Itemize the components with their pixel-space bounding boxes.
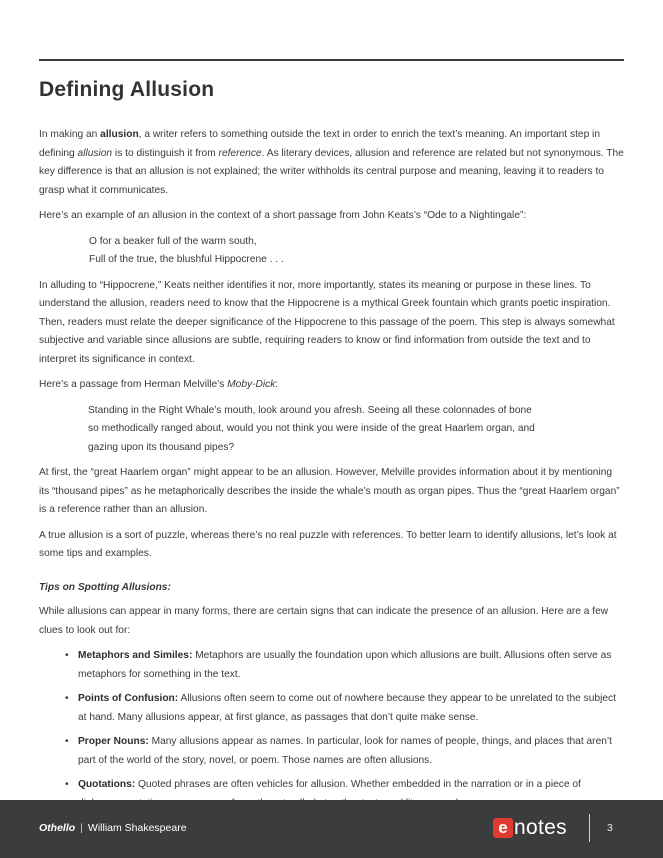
author-name: William Shakespeare: [87, 822, 187, 834]
clue-term: Metaphors and Similes:: [78, 650, 193, 661]
bullet: •: [65, 693, 69, 704]
enotes-logo[interactable]: [493, 816, 567, 840]
clue-term: Proper Nouns:: [78, 736, 149, 747]
melville-intro-paragraph: [39, 376, 625, 395]
italic-term: allusion: [77, 147, 113, 159]
quote-line: gazing upon its thousand pipes?: [88, 441, 235, 453]
list-item: [65, 690, 625, 727]
clue-text: Metaphors are usually the foundation upon which allusions are built. Allusions often serve as metaphors for something in the text.: [78, 650, 612, 680]
bullet: •: [65, 736, 69, 747]
list-item: [65, 733, 625, 770]
keats-intro-paragraph: Here’s an example of an allusion in the context of a short passage from John Keats’s “Ode to a Nightingale”:: [39, 210, 527, 221]
puzzle-paragraph: A true allusion is a sort of puzzle, whereas there’s no real puzzle with references. To better learn to identify allusions, let’s look at some tips and examples.: [39, 529, 617, 559]
text-run: :: [275, 379, 279, 390]
page-title: Defining Allusion: [39, 78, 215, 101]
text-run: is to distinguish it from: [112, 147, 219, 159]
work-citation: [39, 822, 187, 834]
quote-line: Full of the true, the blushful Hippocrene . . .: [89, 254, 284, 265]
separator: |: [80, 822, 83, 834]
text-run: . As literary devices, allusion and reference are related but not synonymous. The key difference is that an allusion is not explained; the writer withholds its central purpose and meaning, leaving it to readers to grasp what it communicates.: [39, 147, 624, 196]
quote-line: O for a beaker full of the warm south,: [89, 235, 257, 247]
work-title: Othello: [39, 822, 76, 834]
clue-term: Points of Confusion:: [78, 693, 179, 704]
clue-term: Quotations:: [78, 779, 136, 790]
hippocrene-paragraph: In alluding to “Hippocrene,” Keats neither identifies it nor, more importantly, states its meaning or purpose in these lines. To understand the allusion, readers need to know that the Hippocrene is a mythical Greek fountain which grants poetic inspiration. Then, readers must relate the deeper significance of the Hippocrene to this passage of the poem. This step is always somewhat subjective and variable since allusions are subtle, requiring readers to know or find information from outside the text and to interpret its significance in context.: [39, 279, 615, 365]
list-item: [65, 647, 625, 684]
text-run: In making an: [39, 129, 101, 140]
tips-subheading: Tips on Spotting Allusions:: [39, 581, 171, 593]
page-number: 3: [607, 822, 613, 834]
quote-line: so methodically ranged about, would you not think you were inside of the great Haarlem organ, and: [88, 423, 535, 434]
italic-term: reference: [218, 147, 262, 159]
bullet: •: [65, 650, 69, 661]
italic-title: Moby-Dick: [227, 379, 276, 390]
logo-e-icon: e: [493, 818, 513, 838]
clues-list: [39, 647, 625, 813]
document-body: [39, 126, 625, 819]
intro-paragraph: [39, 126, 625, 200]
logo-wordmark: notes: [514, 816, 567, 839]
text-run: , a writer refers to something outside the text in order to enrich the text’s meaning. An important step in defining: [39, 129, 600, 159]
melville-quote: [88, 402, 625, 458]
bullet: •: [65, 779, 69, 790]
text-run: Here’s a passage from Herman Melville’s: [39, 379, 228, 390]
haarlem-paragraph: At first, the “great Haarlem organ” might appear to be an allusion. However, Melville provides information about it by mentioning its “thousand pipes” as he metaphorically describes the inside the whale’s mouth as organ pipes. Thus the “great Haarlem organ” is a reference rather than an allusion.: [39, 467, 620, 515]
clue-text: Many allusions appear as names. In particular, look for names of people, things, and places that aren’t part of the world of the story, novel, or poem. Those names are often allusions.: [78, 736, 612, 766]
quote-line: Standing in the Right Whale’s mouth, look around you afresh. Seeing all these colonnades of bone: [88, 404, 532, 416]
bold-term: allusion: [100, 129, 139, 140]
clue-text: Allusions often seem to come out of nowhere because they appear to be unrelated to the subject at hand. Many allusions appear, at first glance, as passages that don’t quite make sense.: [78, 693, 616, 723]
top-divider: [39, 59, 624, 61]
footer-divider: [589, 814, 590, 842]
keats-quote: [89, 233, 625, 270]
clue-text: Quoted phrases are often vehicles for allusion. Whether embedded in the narration or in a piece of: [137, 779, 581, 790]
page-footer: [0, 800, 663, 858]
clues-intro-paragraph: While allusions can appear in many forms, there are certain signs that can indicate the presence of an allusion. Here are a few clues to look out for:: [39, 606, 609, 636]
